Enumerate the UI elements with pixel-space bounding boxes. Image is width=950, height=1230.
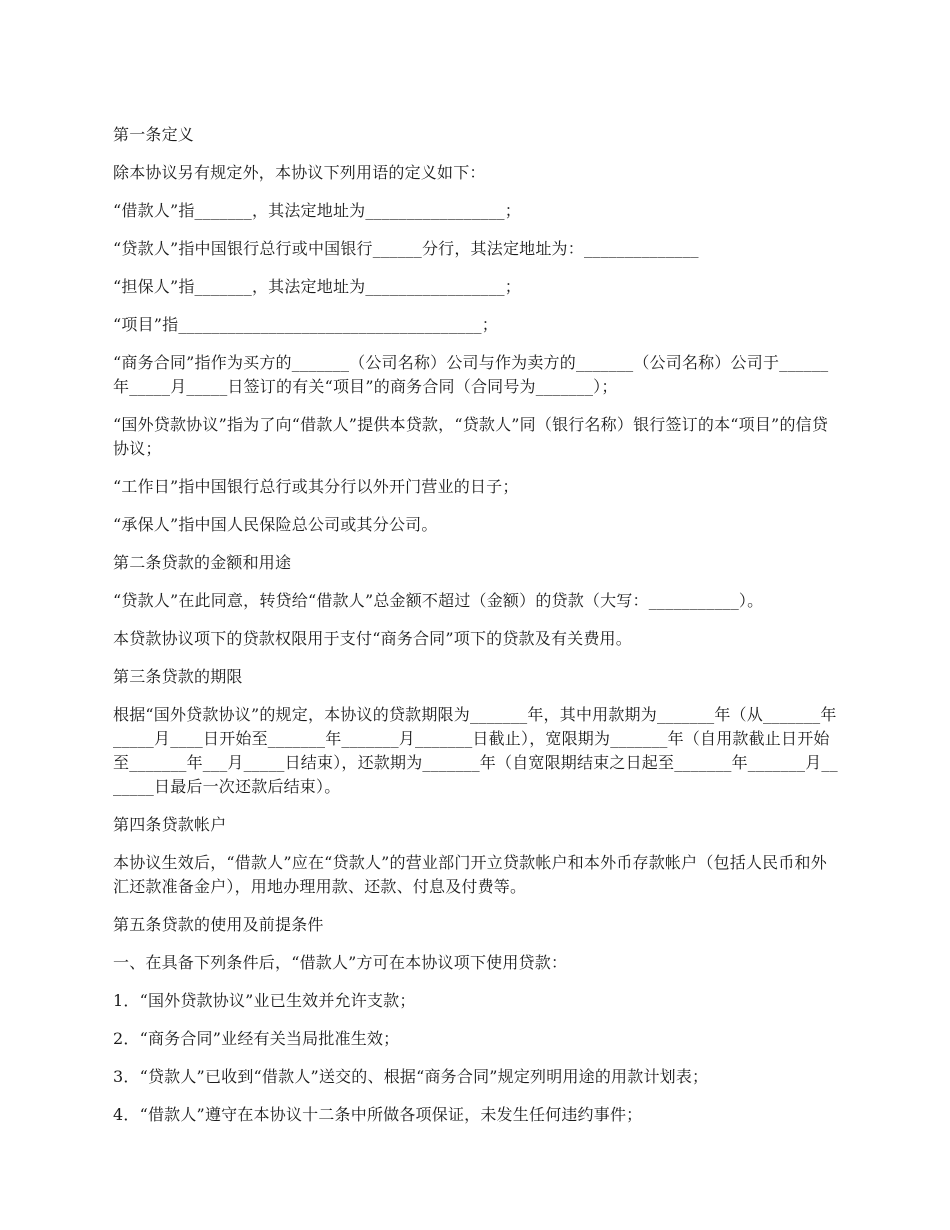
definition-commercial-contract: “商务合同”指作为买方的_______（公司名称）公司与作为卖方的_______（公司名称）公司于______年_____月_____日签订的有关“项目”的商务合同（合同号为_______）； — [113, 353, 829, 396]
loan-term-clause: 根据“国外贷款协议”的规定，本协议的贷款期限为_______年，其中用款期为_______年（从_______年_____月____日开始至_______年_______月_______日截止），宽限期为_______年（自用款截止日开始至_______年___月_____日结束），还款期为_______年（自宽限期结束之日起至_______年_______月_______日最后一次还款后结束）。 — [113, 705, 838, 796]
definition-working-day: “工作日”指中国银行总行或其分行以外开门营业的日子； — [113, 477, 519, 496]
loan-purpose-clause: 本贷款协议项下的贷款权限用于支付“商务合同”项下的贷款及有关费用。 — [113, 629, 632, 648]
condition-2: 2．“商务合同”业经有关当局批准生效； — [113, 1029, 400, 1048]
loan-amount-clause: “贷款人”在此同意，转贷给“借款人”总金额不超过（金额）的贷款（大写：___________）。 — [113, 591, 764, 610]
conditions-intro: 一、在具备下列条件后，“借款人”方可在本协议项下使用贷款： — [113, 953, 568, 972]
definition-lender: “贷款人”指中国银行总行或中国银行______分行，其法定地址为：______________ — [113, 239, 699, 258]
definition-project: “项目”指_____________________________________； — [113, 315, 498, 334]
article-4-heading: 第四条贷款帐户 — [113, 815, 227, 834]
article-1-heading: 第一条定义 — [113, 125, 195, 144]
article-5-heading: 第五条贷款的使用及前提条件 — [113, 915, 324, 934]
definition-guarantor: “担保人”指_______，其法定地址为_________________； — [113, 277, 521, 296]
condition-4: 4．“借款人”遵守在本协议十二条中所做各项保证，未发生任何违约事件； — [113, 1105, 643, 1124]
definition-borrower: “借款人”指_______，其法定地址为_________________； — [113, 201, 521, 220]
document-page — [113, 123, 838, 1141]
definitions-intro: 除本协议另有规定外，本协议下列用语的定义如下： — [113, 163, 486, 182]
loan-account-clause: 本协议生效后，“借款人”应在“贷款人”的营业部门开立贷款帐户和本外币存款帐户（包括人民币和外汇还款准备金户），用地办理用款、还款、付息及付费等。 — [113, 853, 827, 896]
definition-insurer: “承保人”指中国人民保险总公司或其分公司。 — [113, 515, 438, 534]
condition-1: 1．“国外贷款协议”业已生效并允许支款； — [113, 991, 416, 1010]
condition-3: 3．“贷款人”已收到“借款人”送交的、根据“商务合同”规定列明用途的用款计划表； — [113, 1067, 709, 1086]
definition-foreign-loan-agreement: “国外贷款协议”指为了向“借款人”提供本贷款，“贷款人”同（银行名称）银行签订的本“项目”的信贷协议； — [113, 415, 829, 458]
article-3-heading: 第三条贷款的期限 — [113, 667, 243, 686]
article-2-heading: 第二条贷款的金额和用途 — [113, 553, 292, 572]
